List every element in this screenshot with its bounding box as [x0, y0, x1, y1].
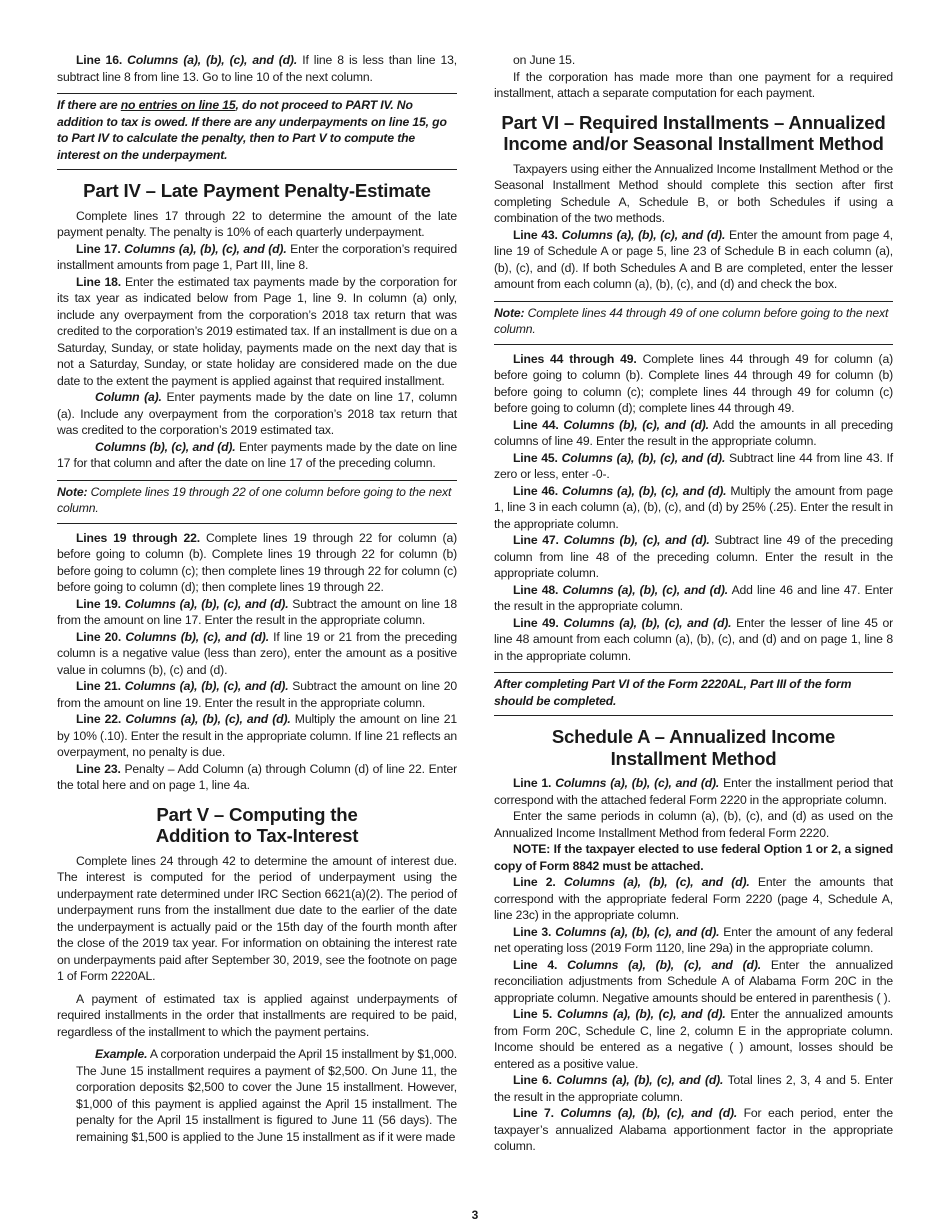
- line-16-instruction: Line 16. Columns (a), (b), (c), and (d). If line 8 is less than line 13, subtract line 8 from line 13. Go to line 10 of the next column.: [57, 53, 457, 84]
- schedule-a-line-2: Line 2. Columns (a), (b), (c), and (d). Enter the amounts that correspond with the appropriate federal Form 2220 (page 4, Schedule A, line 23c) in the appropriate column.: [494, 875, 893, 922]
- line-46-instruction: Line 46. Columns (a), (b), (c), and (d). Multiply the amount from page 1, line 3 in each column (a), (b), (c), and (d) by 25% (.25). Enter the result in the appropriate column.: [494, 483, 893, 531]
- multiple-payments-note: If the corporation has made more than one payment for a required installment, attach a separate computation for each payment.: [494, 69, 893, 100]
- example-continuation: on June 15.: [513, 53, 576, 67]
- example-paragraph: Example. A corporation underpaid the April 15 installment by $1,000. The June 15 installment requires a payment of $2,500. On June 11, the corporation deposits $2,500 to cover the June 15 installment. However, $1,000 of this payment is applied against the April 15 installment. The penalty for the April 15 installment is figured to June 11 (56 days). The remaining $1,500 is applied to the June 15 installment as if it were made: [76, 1047, 457, 1144]
- part-iv-intro: Complete lines 17 through 22 to determine the amount of the late payment penalty. The penalty is 10% of each quarterly underpayment.: [57, 208, 457, 239]
- line-47-instruction: Line 47. Columns (b), (c), and (d). Subtract line 49 of the preceding column from line 48 of the preceding column. Enter the result in the appropriate column.: [494, 533, 893, 580]
- schedule-a-line-3: Line 3. Columns (a), (b), (c), and (d). Enter the amount of any federal net operating loss (2019 Form 1120, line 29a) in the appropriate column.: [494, 924, 893, 955]
- left-column: [57, 52, 457, 1145]
- page-number: 3: [471, 1208, 479, 1222]
- note-lines-19-22: Note: Complete lines 19 through 22 of one column before going to the next column.: [57, 480, 457, 524]
- part-iv-heading: Part IV – Late Payment Penalty-Estimate: [83, 180, 431, 201]
- line-48-instruction: Line 48. Columns (a), (b), (c), and (d). Add line 46 and line 47. Enter the result in the appropriate column.: [494, 582, 893, 613]
- line-21-instruction: Line 21. Columns (a), (b), (c), and (d). Subtract the amount on line 20 from the amount on line 19. Enter the result in the appropriate column.: [57, 679, 457, 710]
- lines-44-49-instruction: Lines 44 through 49. Complete lines 44 through 49 for column (a) before going to column (b). Complete lines 44 through 49 for column (b) before going to column (c); complete lines 44 through 49 for column (c) before going to column (d); complete lines 44 through 49.: [494, 351, 893, 415]
- line-23-instruction: Line 23. Penalty – Add Column (a) through Column (d) of line 22. Enter the total here and on page 1, line 4a.: [57, 761, 457, 792]
- line-18-instruction: Line 18. Enter the estimated tax payments made by the corporation for its tax year as indicated below from Page 1, line 9. In column (a) only, include any overpayment from the corporation’s 2018 tax return that was credited to the corporation’s 2019 estimated tax. If an installment is due on a Saturday, Sunday, or state holiday, payments made on the next day that is not a Saturday, Sunday, or state holiday are considered made on the due date to the extent the payment is applied against that required installment.: [57, 274, 457, 388]
- column-a-instruction: Column (a). Enter payments made by the date on line 17, column (a). Include any overpayment from the corporation’s 2018 tax return that was credited to the corporation’s 2019 estimated tax.: [57, 390, 457, 437]
- note-lines-44-49: Note: Complete lines 44 through 49 of one column before going to the next column.: [494, 301, 893, 345]
- line-22-instruction: Line 22. Columns (a), (b), (c), and (d). Multiply the amount on line 21 by 10% (.10). Enter the result in the appropriate column. If line 21 reflects an overpayment, no penalty is due.: [57, 712, 457, 759]
- line-20-instruction: Line 20. Columns (b), (c), and (d). If line 19 or 21 from the preceding column is a negative value (less than zero), enter the amount as a positive value in columns (b), (c) and (d).: [57, 629, 457, 677]
- part-v-heading: Part V – Computing the Addition to Tax-Interest: [155, 803, 359, 846]
- schedule-a-same-periods: Enter the same periods in column (a), (b), (c), and (d) as used on the Annualized Income Installment Method from federal Form 2220.: [494, 809, 893, 840]
- part-vi-completion-notice: After completing Part VI of the Form 2220AL, Part III of the form should be completed.: [494, 672, 893, 716]
- payment-application-rule: A payment of estimated tax is applied against underpayments of required installments in the order that installments are required to be paid, regardless of the installment to which the payment pertains.: [57, 991, 457, 1039]
- part-vi-intro: Taxpayers using either the Annualized Income Installment Method or the Seasonal Installment Method should complete this section after first completing Schedule A, Schedule B, or both Schedules if using a combination of the two methods.: [494, 161, 893, 225]
- lines-19-22-instruction: Lines 19 through 22. Complete lines 19 through 22 for column (a) before going to column (b). Complete lines 19 through 22 for column (b) before going to column (c); then complete lines 19 through 22 for column (c) before going to column (d); then complete lines 19 through 22.: [57, 530, 457, 594]
- line-44-instruction: Line 44. Columns (b), (c), and (d). Add the amounts in all preceding columns of line 49. Enter the result in the appropriate column.: [494, 417, 893, 448]
- part-vi-heading: Part VI – Required Installments – Annualized Income and/or Seasonal Installment Method: [501, 111, 886, 154]
- line-43-instruction: Line 43. Columns (a), (b), (c), and (d). Enter the amount from page 4, line 19 of Schedule A or page 5, line 23 of Schedule B in each column (a), (b), (c), and (d). If both Schedules A and B are completed, enter the lesser amount from each column (a), (b), (c), and (d) and check the box.: [494, 227, 893, 291]
- line-19-instruction: Line 19. Columns (a), (b), (c), and (d). Subtract the amount on line 18 from the amount on line 17. Enter the result in the appropriate column.: [57, 596, 457, 627]
- schedule-a-heading: Schedule A – Annualized Income Installment Method: [551, 726, 836, 769]
- schedule-a-line-7: Line 7. Columns (a), (b), (c), and (d). For each period, enter the taxpayer’s annualized Alabama apportionment factor in the appropriate column.: [494, 1106, 893, 1153]
- line-49-instruction: Line 49. Columns (a), (b), (c), and (d). Enter the lesser of line 45 or line 48 amount from each column (a), (b), (c), and (d) and on page 1, line 8 in the appropriate column.: [494, 615, 893, 663]
- schedule-a-line-1: Line 1. Columns (a), (b), (c), and (d). Enter the installment period that correspond with the attached federal Form 2220 in the appropriate column.: [494, 776, 893, 807]
- schedule-a-line-6: Line 6. Columns (a), (b), (c), and (d). Total lines 2, 3, 4 and 5. Enter the result in the appropriate column.: [494, 1073, 893, 1104]
- right-column: [494, 52, 893, 1155]
- no-entries-notice: If there are no entries on line 15, do not proceed to PART IV. No addition to tax is owed. If there are any underpayments on line 15, go to Part IV to calculate the penalty, then to Part V to compute the interest on the underpayment.: [57, 93, 457, 170]
- line-45-instruction: Line 45. Columns (a), (b), (c), and (d). Subtract line 44 from line 43. If zero or less, enter -0-.: [494, 450, 893, 481]
- schedule-a-line-4: Line 4. Columns (a), (b), (c), and (d). Enter the annualized reconciliation adjustments from Schedule A of Alabama Form 20C in the appropriate column. Negative amounts should be entered in parenthesis ( ).: [494, 957, 893, 1005]
- line-17-instruction: Line 17. Columns (a), (b), (c), and (d). Enter the corporation’s required installment amounts from page 1, Part III, line 8.: [57, 241, 457, 272]
- schedule-a-line-5: Line 5. Columns (a), (b), (c), and (d). Enter the annualized amounts from Form 20C, Schedule C, line 2, column E in the appropriate column. Income should be entered as a negative ( ) amount, losses should be entered as a positive value.: [494, 1007, 893, 1071]
- schedule-a-form-8842-note: NOTE: If the taxpayer elected to use federal Option 1 or 2, a signed copy of Form 8842 must be attached.: [494, 842, 893, 873]
- columns-bcd-instruction: Columns (b), (c), and (d). Enter payments made by the date on line 17 for that column and after the date on line 17 of the preceding column.: [57, 439, 457, 470]
- part-v-intro: Complete lines 24 through 42 to determine the amount of interest due. The interest is computed for the period of underpayment using the underpayment rate determined under IRC Section 6621(a)(2). The period of underpayment runs from the installment due date to the earlier of the date the underpayment is actually paid or the 15th day of the fourth month after the close of the 2019 tax year. For information on obtaining the interest rate on underpayments paid after September 30, 2019, see the footnote on page 1 of Form 2220AL.: [57, 853, 457, 983]
